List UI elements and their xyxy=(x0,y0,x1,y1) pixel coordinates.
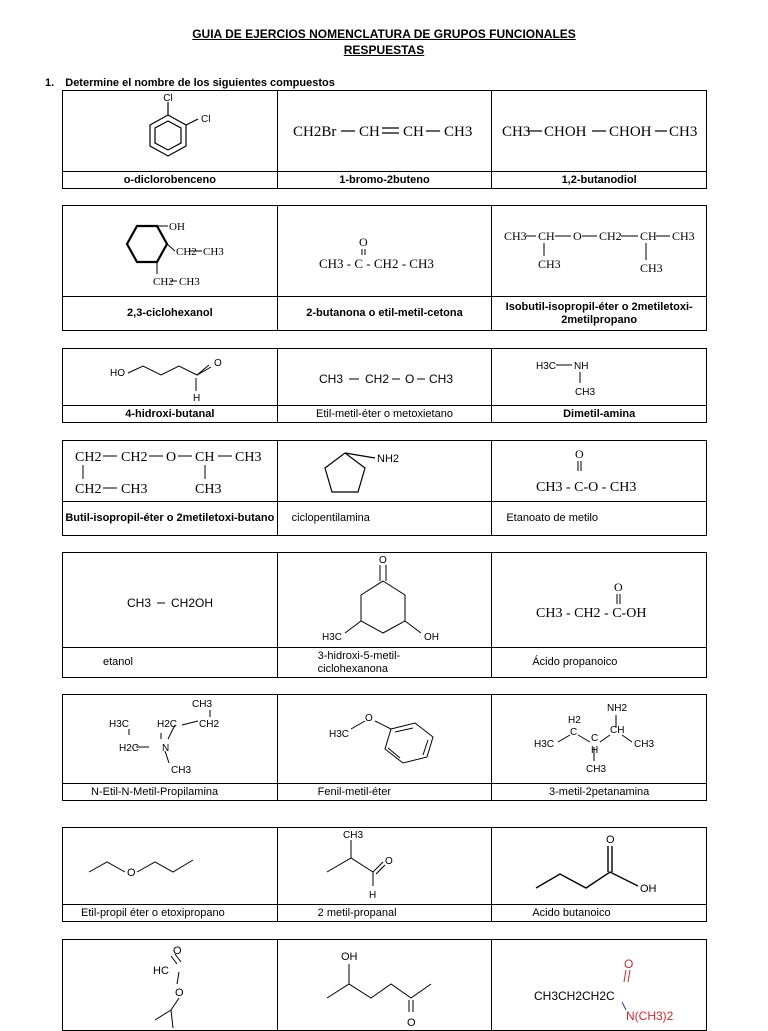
structure-1-2-butanediol xyxy=(492,91,707,172)
ch3-label: CH3 xyxy=(672,229,695,243)
structure-ethanol xyxy=(63,553,278,648)
document-title: GUIA DE EJERCIOS NOMENCLATURA DE GRUPOS FUNCIONALES xyxy=(192,27,576,41)
nh-label: NH xyxy=(574,361,589,372)
formula-ch3: CH3 xyxy=(444,124,473,140)
compound-name: Etanoato de metilo xyxy=(492,502,707,536)
ch3-label: CH3 xyxy=(202,246,224,258)
ch2-label: CH2 xyxy=(120,450,148,465)
o-label: O xyxy=(624,957,634,971)
o-label: O xyxy=(405,372,415,386)
ch3-label: CH3 xyxy=(575,387,596,398)
oh-label: OH xyxy=(640,883,657,895)
compound-name: 2 metil-propanal xyxy=(277,905,492,922)
ch3-label: CH3 xyxy=(170,765,191,776)
question-text: Determine el nombre de los siguientes compuestos xyxy=(65,77,335,89)
o-label: O xyxy=(165,450,176,465)
ch3-label: CH3 xyxy=(120,482,148,497)
structure-1-bromo-2-butene xyxy=(277,91,492,172)
compound-name: N-Etil-N-Metil-Propilamina xyxy=(63,784,278,801)
formula-ch2br: CH2Br xyxy=(293,124,337,140)
oh-label: OH xyxy=(341,951,358,963)
ch3-label: CH3 xyxy=(640,261,663,275)
c-label: C xyxy=(591,733,599,744)
compound-name: 2,3-ciclohexanol xyxy=(63,297,278,331)
h3c-label: H3C xyxy=(108,719,129,730)
compound-name: Ácido propanoico xyxy=(492,648,707,678)
structure-hydroxy-ketone xyxy=(277,940,492,1031)
h3c-label: H3C xyxy=(322,632,343,643)
exercise-table-6 xyxy=(62,694,707,801)
ch3-label: CH3 xyxy=(178,276,200,288)
hc-label: HC xyxy=(152,965,169,977)
exercise-table-5 xyxy=(62,552,707,678)
compound-name: Etil-metil-éter o metoxietano xyxy=(277,406,492,423)
ch2-label: CH2 xyxy=(152,276,174,288)
o-label: O xyxy=(172,945,182,957)
o-label: O xyxy=(407,1017,417,1029)
ch-label: CH xyxy=(194,450,215,465)
ch-label: CH xyxy=(610,725,625,736)
o-label: O xyxy=(126,867,136,879)
cl-label-1: Cl xyxy=(163,93,173,104)
o-label: O xyxy=(174,987,184,999)
compound-name: etanol xyxy=(63,648,278,678)
cl-label-2: Cl xyxy=(200,114,211,125)
h3c-label: H3C xyxy=(329,729,350,740)
o-label: O xyxy=(379,555,388,566)
ch3-label: CH3 xyxy=(504,229,527,243)
ch2-label: CH2 xyxy=(74,450,102,465)
ch2-label: CH2 xyxy=(175,246,197,258)
structure-methyl-ethanoate xyxy=(492,441,707,502)
structure-isobutyl-isopropyl-ether xyxy=(492,206,707,297)
ch2-label: CH2 xyxy=(198,719,219,730)
ch2-label: CH2 xyxy=(74,482,102,497)
structure-formate-ester xyxy=(63,940,278,1031)
ch3-label: CH3 xyxy=(343,830,364,841)
structure-propanoic-acid xyxy=(492,553,707,648)
compound-name: 1,2-butanodiol xyxy=(492,172,707,189)
compound-name: Etil-propil éter o etoxipropano xyxy=(63,905,278,922)
formula-ch-b: CH xyxy=(403,124,425,140)
question-line xyxy=(45,77,335,89)
exercise-table-2 xyxy=(62,205,707,331)
acid-chain: CH3 - CH2 - C-OH xyxy=(536,606,647,621)
structure-4-hydroxybutanal xyxy=(63,349,278,406)
compound-name: o-diclorobenceno xyxy=(63,172,278,189)
h-label: H xyxy=(369,890,377,901)
ch2-label: CH2 xyxy=(365,372,390,386)
c-label: C xyxy=(570,727,578,738)
o-label: O xyxy=(213,358,222,369)
ch3-label: CH3 xyxy=(586,764,607,775)
compound-name: Butil-isopropil-éter o 2metiletoxi-butano xyxy=(63,502,278,536)
ch3-label: CH3 xyxy=(126,596,151,610)
compound-name: ciclopentilamina xyxy=(277,502,492,536)
structure-2-methylpropanal xyxy=(277,828,492,905)
ch3-label: CH3 xyxy=(194,482,222,497)
ho-label: HO xyxy=(109,368,125,379)
compound-name: Dimetil-amina xyxy=(492,406,707,423)
structure-butyl-isopropyl-ether xyxy=(63,441,278,502)
compound-name: Acido butanoico xyxy=(492,905,707,922)
h3c-label: H3C xyxy=(536,361,557,372)
oh-label: OH xyxy=(424,632,440,643)
structure-dimethylamine xyxy=(492,349,707,406)
o-label: O xyxy=(385,856,394,867)
ch2-label: CH2 xyxy=(599,229,622,243)
compound-name: 1-bromo-2buteno xyxy=(277,172,492,189)
structure-cyclopentylamine xyxy=(277,441,492,502)
h2c-label: H2C xyxy=(118,743,139,754)
ch-label: CH xyxy=(640,229,657,243)
o-label: O xyxy=(575,447,584,461)
exercise-table-1 xyxy=(62,90,707,189)
dimethylamino-label: N(CH3)2 xyxy=(626,1009,674,1023)
exercise-table-3 xyxy=(62,348,707,423)
structure-n-ethyl-n-methylpropylamine xyxy=(63,695,278,784)
structure-o-dichlorobenzene xyxy=(63,91,278,172)
h-label: H xyxy=(591,745,599,756)
structure-ethyl-methyl-ether xyxy=(277,349,492,406)
ch3-label: CH3 xyxy=(429,372,454,386)
ch3-label: CH3 xyxy=(538,257,561,271)
propyl-carbonyl-label: CH3CH2CH2C xyxy=(534,989,615,1003)
question-number: 1. xyxy=(45,77,55,89)
oh-label: OH xyxy=(168,221,185,233)
structure-2-butanone xyxy=(277,206,492,297)
structure-cyclohexanol xyxy=(63,206,278,297)
o-label: O xyxy=(606,834,615,846)
nh2-label: NH2 xyxy=(607,703,628,714)
h-label: H xyxy=(192,393,201,404)
formula-ch3-b: CH3 xyxy=(669,124,698,140)
structure-butanoic-acid xyxy=(492,828,707,905)
ch3-label: CH3 xyxy=(634,739,655,750)
structure-amide xyxy=(492,940,707,1031)
exercise-table-4 xyxy=(62,440,707,536)
ch-label: CH xyxy=(538,229,555,243)
o-label: O xyxy=(614,580,623,594)
ch2oh-label: CH2OH xyxy=(170,596,213,610)
exercise-table-7 xyxy=(62,827,707,922)
compound-name: Fenil-metil-éter xyxy=(277,784,492,801)
formula-ch-a: CH xyxy=(359,124,381,140)
structure-anisole xyxy=(277,695,492,784)
o-label: O xyxy=(365,713,374,724)
structure-ethyl-propyl-ether xyxy=(63,828,278,905)
h2-label: H2 xyxy=(568,715,582,726)
formula-ch3-a: CH3 xyxy=(502,124,531,140)
h3c-label: H3C xyxy=(534,739,555,750)
compound-name: 3-hidroxi-5-metil-ciclohexanona xyxy=(277,648,492,678)
exercise-table-8 xyxy=(62,939,707,1031)
formula-choh-b: CHOH xyxy=(609,124,652,140)
structure-3-methyl-2-pentanamine xyxy=(492,695,707,784)
ch3-label: CH3 xyxy=(191,699,212,710)
n-label: N xyxy=(161,743,170,754)
o-label: O xyxy=(573,229,582,243)
nh2-label: NH2 xyxy=(377,453,400,465)
compound-name: 3-metil-2petanamina xyxy=(492,784,707,801)
ch3-label: CH3 xyxy=(234,450,262,465)
structure-3-hydroxy-5-methylcyclohexanone xyxy=(277,553,492,648)
ch3-label: CH3 xyxy=(319,372,344,386)
ketone-chain: CH3 - C - CH2 - CH3 xyxy=(319,256,435,271)
document-subtitle: RESPUESTAS xyxy=(343,43,425,57)
h2c-label: H2C xyxy=(156,719,177,730)
compound-name: Isobutil-isopropil-éter o 2metiletoxi-2metilpropano xyxy=(492,297,707,331)
compound-name: 4-hidroxi-butanal xyxy=(63,406,278,423)
compound-name: 2-butanona o etil-metil-cetona xyxy=(277,297,492,331)
ester-chain: CH3 - C-O - CH3 xyxy=(536,480,637,495)
formula-choh-a: CHOH xyxy=(544,124,587,140)
o-label: O xyxy=(359,235,369,249)
